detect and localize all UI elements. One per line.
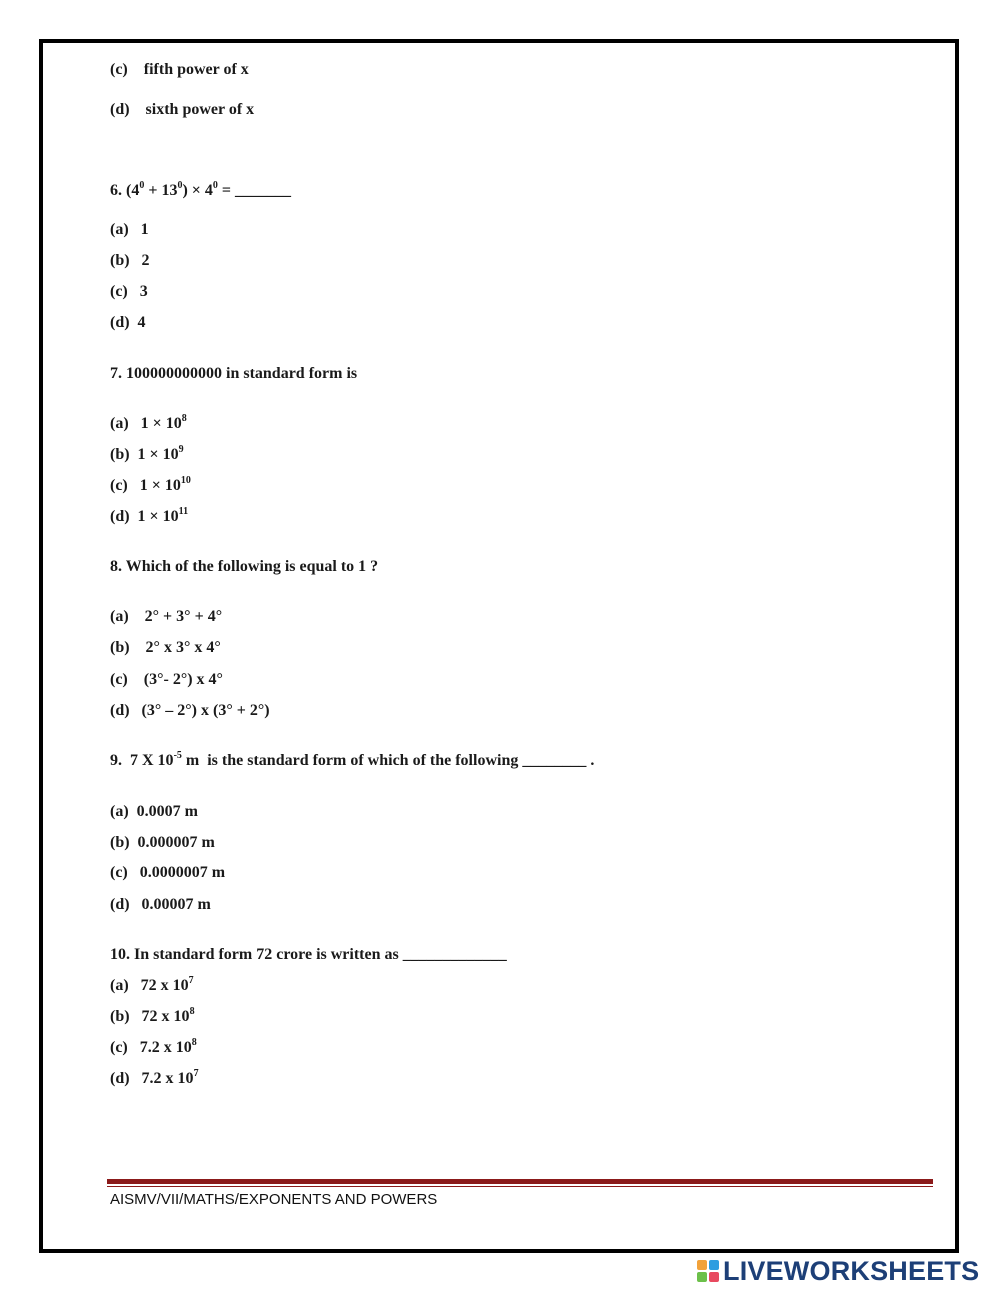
line-text: (b) 72 x 10 xyxy=(110,1008,190,1025)
line-text: = _______ xyxy=(217,182,292,199)
liveworksheets-brand[interactable] xyxy=(697,1255,980,1286)
worksheet-line xyxy=(110,976,194,996)
worksheet-line xyxy=(110,282,148,302)
worksheet-line xyxy=(110,100,254,120)
worksheet-line xyxy=(110,833,215,853)
worksheet-line xyxy=(110,60,249,80)
line-text: (d) 7.2 x 10 xyxy=(110,1070,194,1087)
line-text: (b) 0.000007 m xyxy=(110,834,215,851)
logo-square-l xyxy=(697,1260,707,1270)
worksheet-line xyxy=(110,670,223,690)
worksheet-line xyxy=(110,638,221,658)
brand-name: LIVEWORKSHEETS xyxy=(723,1255,980,1286)
exponent: 7 xyxy=(193,1068,199,1079)
line-text: (c) fifth power of x xyxy=(110,61,249,78)
line-text: (a) 1 xyxy=(110,221,149,238)
exponent: 8 xyxy=(191,1037,197,1048)
worksheet-line xyxy=(110,1069,199,1089)
line-text: (c) 0.0000007 m xyxy=(110,864,226,881)
worksheet-line xyxy=(110,863,225,883)
line-text: (c) 3 xyxy=(110,283,148,300)
liveworksheets-logo-icon xyxy=(697,1260,719,1282)
worksheet-line xyxy=(110,607,222,627)
exponent: 10 xyxy=(180,475,191,486)
line-text: (d) sixth power of x xyxy=(110,101,255,118)
worksheet-line xyxy=(110,895,211,915)
logo-square-e xyxy=(709,1272,719,1282)
worksheet-line xyxy=(110,1038,197,1058)
exponent: -5 xyxy=(173,750,182,761)
line-text: 6. (4 xyxy=(110,182,140,199)
line-text: (d) 4 xyxy=(110,314,146,331)
worksheet-line xyxy=(110,945,507,965)
exponent: 0 xyxy=(177,180,183,191)
line-text: ) × 4 xyxy=(182,182,213,199)
worksheet-line xyxy=(110,251,150,271)
worksheet-line xyxy=(110,364,357,384)
exponent: 0 xyxy=(139,180,145,191)
footer-rule xyxy=(107,1179,933,1184)
line-text: (c) 1 × 10 xyxy=(110,477,181,494)
line-text: 8. Which of the following is equal to 1 ? xyxy=(110,558,379,575)
line-text: (d) (3° – 2°) x (3° + 2°) xyxy=(110,702,270,719)
exponent: 8 xyxy=(181,413,187,424)
footer-rule-thin xyxy=(107,1186,933,1187)
line-text: m is the standard form of which of the following ________ . xyxy=(181,752,595,769)
exponent: 7 xyxy=(188,975,194,986)
line-text: (c) 7.2 x 10 xyxy=(110,1039,192,1056)
worksheet-line xyxy=(110,1007,195,1027)
worksheet-line xyxy=(110,802,198,822)
line-text: (b) 2° x 3° x 4° xyxy=(110,639,221,656)
worksheet-line xyxy=(110,701,270,721)
worksheet-line xyxy=(110,507,188,527)
worksheet-line xyxy=(110,476,191,496)
line-text: (d) 0.00007 m xyxy=(110,896,211,913)
exponent: 8 xyxy=(189,1006,195,1017)
worksheet-line xyxy=(110,445,184,465)
logo-square-i xyxy=(709,1260,719,1270)
line-text: (b) 2 xyxy=(110,252,150,269)
exponent: 0 xyxy=(212,180,218,191)
worksheet-line xyxy=(110,313,146,333)
line-text: 7. 100000000000 in standard form is xyxy=(110,365,358,382)
footer-label: AISMV/VII/MATHS/EXPONENTS AND POWERS xyxy=(110,1191,438,1208)
worksheet-line xyxy=(110,751,594,771)
exponent: 11 xyxy=(178,506,189,517)
line-text: 10. In standard form 72 crore is written as _____________ xyxy=(110,946,507,963)
worksheet-line xyxy=(110,181,291,201)
worksheet-line xyxy=(110,414,187,434)
line-text: 9. 7 X 10 xyxy=(110,752,174,769)
line-text: (a) 72 x 10 xyxy=(110,977,189,994)
line-text: (a) 0.0007 m xyxy=(110,803,198,820)
exponent: 9 xyxy=(178,444,184,455)
line-text: (a) 1 × 10 xyxy=(110,415,182,432)
worksheet-line xyxy=(110,557,378,577)
line-text: (a) 2° + 3° + 4° xyxy=(110,608,223,625)
line-text: + 13 xyxy=(144,182,178,199)
line-text: (c) (3°- 2°) x 4° xyxy=(110,671,223,688)
line-text: (b) 1 × 10 xyxy=(110,446,179,463)
line-text: (d) 1 × 10 xyxy=(110,508,179,525)
worksheet-line xyxy=(110,220,149,240)
logo-square-v xyxy=(697,1272,707,1282)
